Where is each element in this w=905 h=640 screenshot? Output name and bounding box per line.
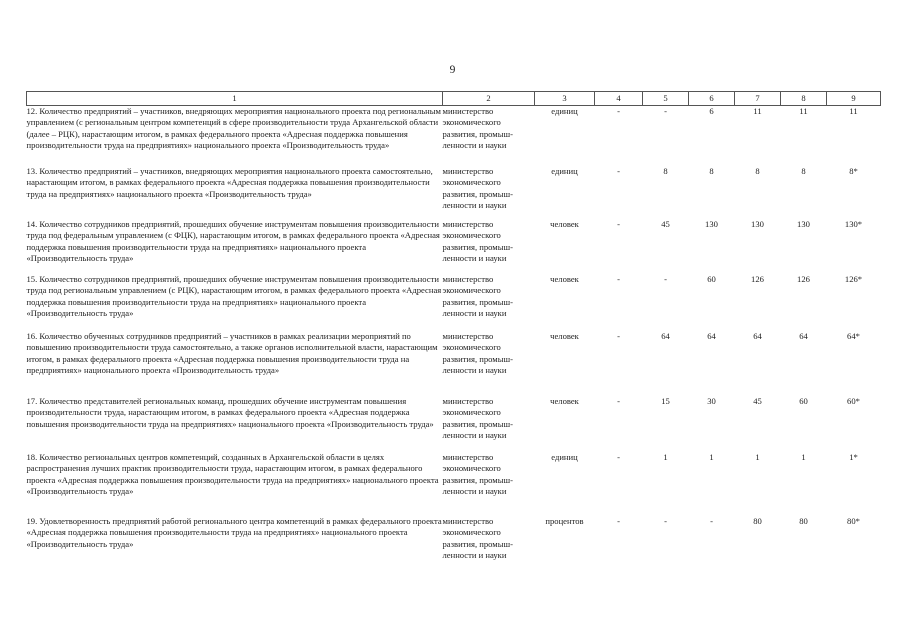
indicator-cell: 14. Количество сотрудников предприятий, прошедших обучение инструментам повышения производительности труда под федеральным управлением (с ФЦК), нарастающим итогом, в рамках федерального проекта «Адресная поддержка повышения производительности труда на предприятиях» национального проекта «Производительность труда» bbox=[26, 219, 440, 263]
value-cell-col5: - bbox=[664, 106, 667, 116]
header-cell: 6 bbox=[689, 92, 735, 106]
responsible-cell: министерство экономического развития, промыш- ленности и науки bbox=[442, 516, 513, 560]
table-row bbox=[27, 166, 881, 219]
value-cell-col8: 1 bbox=[801, 452, 806, 462]
table-row bbox=[27, 516, 881, 570]
header-cell: 8 bbox=[781, 92, 827, 106]
responsible-cell: министерство экономического развития, промыш- ленности и науки bbox=[442, 331, 513, 375]
value-cell-col7: 64 bbox=[753, 331, 762, 341]
unit-cell: единиц bbox=[551, 166, 578, 176]
table-header-row bbox=[27, 92, 881, 106]
value-cell-col4: - bbox=[617, 166, 620, 176]
value-cell-col9: 130* bbox=[844, 219, 863, 229]
responsible-cell: министерство экономического развития, промыш- ленности и науки bbox=[442, 274, 513, 318]
header-cell: 1 bbox=[27, 92, 443, 106]
table-row bbox=[27, 396, 881, 452]
value-cell-col7: 8 bbox=[755, 166, 760, 176]
value-cell-col4: - bbox=[617, 452, 620, 462]
value-cell-col9: 8* bbox=[849, 166, 858, 176]
unit-cell: единиц bbox=[551, 452, 578, 462]
value-cell-col6: - bbox=[710, 516, 713, 526]
value-cell-col5: 64 bbox=[661, 331, 670, 341]
value-cell-col8: 64 bbox=[799, 331, 808, 341]
unit-cell: процентов bbox=[545, 516, 584, 526]
value-cell-col9: 1* bbox=[849, 452, 858, 462]
header-cell: 4 bbox=[595, 92, 643, 106]
value-cell-col6: 64 bbox=[707, 331, 716, 341]
indicators-table bbox=[26, 91, 881, 570]
value-cell-col7: 130 bbox=[751, 219, 764, 229]
value-cell-col5: 8 bbox=[663, 166, 668, 176]
value-cell-col5: - bbox=[664, 274, 667, 284]
header-cell: 9 bbox=[827, 92, 881, 106]
header-cell: 3 bbox=[535, 92, 595, 106]
responsible-cell: министерство экономического развития, промыш- ленности и науки bbox=[442, 106, 513, 150]
value-cell-col4: - bbox=[617, 331, 620, 341]
value-cell-col5: - bbox=[664, 516, 667, 526]
value-cell-col4: - bbox=[617, 396, 620, 406]
value-cell-col4: - bbox=[617, 106, 620, 116]
value-cell-col5: 45 bbox=[661, 219, 670, 229]
responsible-cell: министерство экономического развития, промыш- ленности и науки bbox=[442, 396, 513, 440]
table-row bbox=[27, 331, 881, 396]
unit-cell: единиц bbox=[551, 106, 578, 116]
value-cell-col7: 45 bbox=[753, 396, 762, 406]
indicator-cell: 16. Количество обученных сотрудников предприятий – участников в рамках реализации мероприятий по повышению производительности труда самостоятельно, а также органов исполнительной власти, нарастающим итогом, в рамках федерального проекта «Адресная поддержка повышения производительности труда на предприятиях» национального проекта «Производительность труда» bbox=[26, 331, 438, 375]
value-cell-col8: 8 bbox=[801, 166, 806, 176]
value-cell-col9: 64* bbox=[847, 331, 860, 341]
table-row bbox=[27, 452, 881, 516]
table-row bbox=[27, 274, 881, 331]
value-cell-col6: 8 bbox=[709, 166, 714, 176]
table-row bbox=[27, 106, 881, 167]
value-cell-col9: 126* bbox=[844, 274, 863, 284]
value-cell-col6: 1 bbox=[709, 452, 714, 462]
indicator-cell: 12. Количество предприятий – участников, внедряющих мероприятия национального проекта под региональным управлением (с региональным центром компетенций в сфере производительности труда Архангельской области (далее – РЦК), нарастающим итогом, в рамках федерального проекта «Адресная поддержка повышения производительности труда на предприятиях» национального проекта «Производительность труда» bbox=[26, 106, 441, 150]
value-cell-col9: 11 bbox=[849, 106, 858, 116]
responsible-cell: министерство экономического развития, промыш- ленности и науки bbox=[442, 219, 513, 263]
responsible-cell: министерство экономического развития, промыш- ленности и науки bbox=[442, 452, 513, 496]
value-cell-col6: 60 bbox=[707, 274, 716, 284]
value-cell-col8: 80 bbox=[799, 516, 808, 526]
indicator-cell: 13. Количество предприятий – участников, внедряющих мероприятия национального проекта самостоятельно, нарастающим итогом, в рамках федерального проекта «Адресная поддержка повышения производительности труда на предприятиях» национального проекта «Производительность труда» bbox=[26, 166, 433, 199]
value-cell-col6: 130 bbox=[705, 219, 718, 229]
value-cell-col9: 60* bbox=[847, 396, 860, 406]
unit-cell: человек bbox=[550, 219, 579, 229]
value-cell-col4: - bbox=[617, 274, 620, 284]
value-cell-col4: - bbox=[617, 516, 620, 526]
indicator-cell: 15. Количество сотрудников предприятий, прошедших обучение инструментам повышения производительности труда под региональным управлением (с РЦК), нарастающим итогом, в рамках федерального проекта «Адресная поддержка повышения производительности труда на предприятиях» национального проекта «Производительность труда» bbox=[26, 274, 442, 318]
unit-cell: человек bbox=[550, 396, 579, 406]
value-cell-col5: 1 bbox=[663, 452, 668, 462]
header-cell: 2 bbox=[443, 92, 535, 106]
value-cell-col6: 6 bbox=[709, 106, 714, 116]
table-row bbox=[27, 219, 881, 274]
indicator-cell: 17. Количество представителей региональных команд, прошедших обучение инструментам повышения производительности труда, нарастающим итогом, в рамках федерального проекта «Адресная поддержка повышения производительности труда на предприятиях» национального проекта «Производительность труда» bbox=[26, 396, 434, 429]
value-cell-col8: 130 bbox=[797, 219, 810, 229]
value-cell-col6: 30 bbox=[707, 396, 716, 406]
value-cell-col5: 15 bbox=[661, 396, 670, 406]
value-cell-col8: 60 bbox=[799, 396, 808, 406]
header-cell: 5 bbox=[643, 92, 689, 106]
indicator-cell: 19. Удовлетворенность предприятий работой регионального центра компетенций в рамках федерального проекта «Адресная поддержка повышения производительности труда на предприятиях» национального проекта «Производительность труда» bbox=[26, 516, 442, 549]
unit-cell: человек bbox=[550, 331, 579, 341]
value-cell-col4: - bbox=[617, 219, 620, 229]
header-cell: 7 bbox=[735, 92, 781, 106]
value-cell-col8: 11 bbox=[799, 106, 808, 116]
unit-cell: человек bbox=[550, 274, 579, 284]
responsible-cell: министерство экономического развития, промыш- ленности и науки bbox=[442, 166, 513, 210]
value-cell-col9: 80* bbox=[847, 516, 860, 526]
indicator-cell: 18. Количество региональных центров компетенций, созданных в Архангельской области в целях распространения лучших практик производительности труда, нарастающим итогом, в рамках федерального проекта «Адресная поддержка повышения производительности труда на предприятиях» национального проекта «Производительность труда» bbox=[26, 452, 439, 496]
value-cell-col7: 126 bbox=[751, 274, 764, 284]
value-cell-col7: 1 bbox=[755, 452, 760, 462]
page-number: 9 bbox=[449, 64, 456, 76]
value-cell-col8: 126 bbox=[797, 274, 810, 284]
value-cell-col7: 11 bbox=[753, 106, 762, 116]
value-cell-col7: 80 bbox=[753, 516, 762, 526]
